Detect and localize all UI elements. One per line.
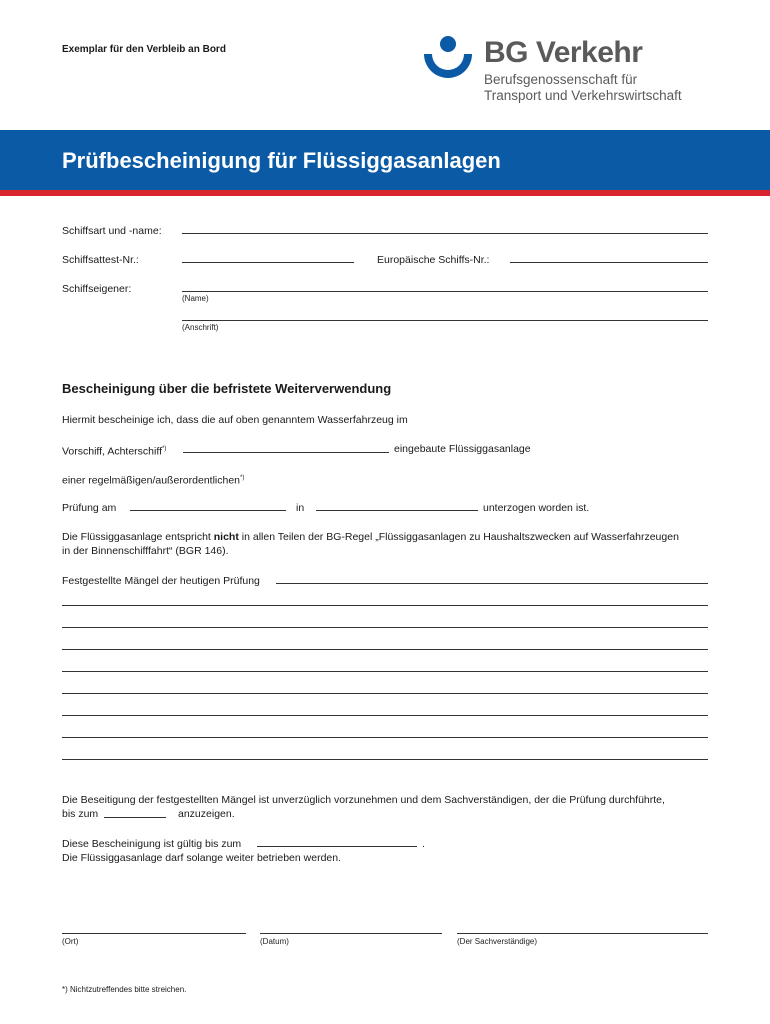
defects-line-6[interactable] (62, 693, 708, 694)
place-caption: (Ort) (62, 937, 79, 946)
certificate-no-label: Schiffsattest-Nr.: (62, 254, 139, 266)
fore-aft-footnote-mark: *) (162, 446, 167, 452)
owner-label: Schiffseigener: (62, 283, 132, 295)
test-on-label: Prüfung am (62, 502, 117, 514)
defects-line-9[interactable] (62, 759, 708, 760)
logo-title: BG Verkehr (484, 36, 643, 69)
defects-label: Festgestellte Mängel der heutigen Prüfung (62, 575, 260, 587)
logo-subtitle-2: Transport und Verkehrswirtschaft (484, 88, 682, 103)
defects-line-5[interactable] (62, 671, 708, 672)
copy-note: Exemplar für den Verbleib an Bord (62, 44, 226, 55)
defects-line-2[interactable] (62, 605, 708, 606)
fore-aft-label: Vorschiff, Achterschiff (62, 445, 162, 458)
valid-until-dot: . (422, 838, 425, 850)
valid-until-field[interactable] (257, 846, 417, 847)
conformity-text (62, 530, 722, 544)
conformity-emphasis: nicht (213, 531, 239, 543)
remedy-until-label: bis zum (62, 808, 99, 820)
ship-type-name-label: Schiffsart und -name: (62, 225, 162, 237)
defects-line-3[interactable] (62, 627, 708, 628)
date-field[interactable] (260, 933, 442, 934)
expert-caption: (Der Sachverständige) (457, 937, 538, 946)
defects-line-8[interactable] (62, 737, 708, 738)
operate-text: Die Flüssiggasanlage darf solange weiter betrieben werden. (62, 852, 341, 864)
remedy-date-field[interactable] (104, 817, 166, 818)
section-heading: Bescheinigung über die befristete Weiterverwendung (62, 381, 392, 396)
form-title: Prüfbescheinigung für Flüssiggasanlagen (62, 148, 501, 173)
footnote: *) Nichtzutreffendes bitte streichen. (62, 985, 187, 994)
regular-footnote-mark: *) (240, 475, 245, 481)
defects-line-1[interactable] (276, 583, 708, 584)
european-no-label: Europäische Schiffs-Nr.: (377, 254, 490, 266)
european-no-field[interactable] (510, 262, 708, 263)
banner-red-stripe (0, 190, 770, 196)
place-field[interactable] (62, 933, 246, 934)
intro-text: Hiermit bescheinige ich, dass die auf oben genanntem Wasserfahrzeug im (62, 414, 408, 426)
ship-type-name-field[interactable] (182, 233, 708, 234)
owner-address-caption: (Anschrift) (182, 323, 219, 332)
owner-address-field[interactable] (182, 320, 708, 321)
conformity-text-b: in allen Teilen der BG-Regel „Flüssiggasanlagen zu Haushaltszwecken auf Wasserfahrzeugen (238, 531, 679, 543)
logo-icon (420, 32, 476, 88)
defects-line-4[interactable] (62, 649, 708, 650)
fore-aft-text (62, 442, 166, 459)
test-date-field[interactable] (130, 510, 286, 511)
test-place-field[interactable] (316, 510, 478, 511)
conformity-text-a: Die Flüssiggasanlage entspricht (62, 531, 214, 543)
undergone-text: unterzogen worden ist. (483, 502, 590, 514)
regular-label: einer regelmäßigen/außerordentlichen (62, 474, 241, 487)
remedy-report-text: anzuzeigen. (178, 808, 235, 820)
valid-until-label: Diese Bescheinigung ist gültig bis zum (62, 838, 242, 850)
logo-subtitle-1: Berufsgenossenschaft für (484, 72, 638, 87)
expert-signature-field[interactable] (457, 933, 708, 934)
regular-text (62, 471, 244, 488)
date-caption: (Datum) (260, 937, 289, 946)
conformity-text-c: in der Binnenschifffahrt“ (BGR 146). (62, 545, 229, 557)
installed-text: eingebaute Flüssiggasanlage (394, 443, 531, 455)
owner-name-caption: (Name) (182, 294, 209, 303)
remedy-text: Die Beseitigung der festgestellten Mängel ist unverzüglich vorzunehmen und dem Sachverständigen, der die Prüfung durchführte, (62, 794, 665, 806)
owner-name-field[interactable] (182, 291, 708, 292)
certificate-no-field[interactable] (182, 262, 354, 263)
defects-line-7[interactable] (62, 715, 708, 716)
installation-location-field[interactable] (183, 452, 389, 453)
in-label: in (296, 502, 305, 514)
